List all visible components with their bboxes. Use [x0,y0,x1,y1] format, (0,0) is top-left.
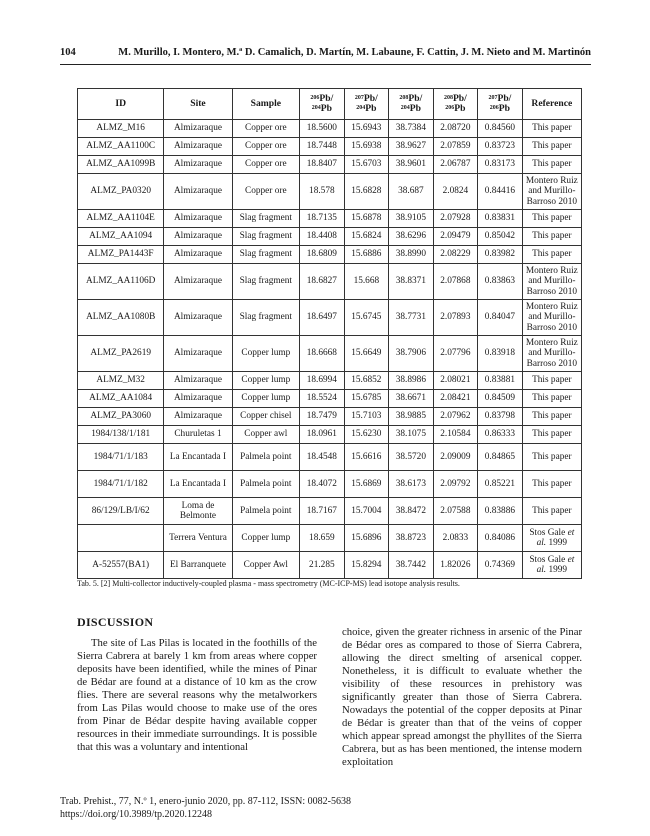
cell-r5: 0.85221 [478,471,523,498]
cell-r5: 0.84086 [478,525,523,552]
cell-r2: 15.6616 [344,444,389,471]
cell-sample: Palmela point [232,498,300,525]
cell-sample: Palmela point [232,471,300,498]
cell-r4: 2.10584 [433,426,478,444]
cell-r5: 0.83798 [478,408,523,426]
cell-r1: 21.285 [300,552,345,579]
col-header-ratio-3: $^{208}$Pb/ $^{204}$Pb [389,89,434,120]
table-row [78,120,582,138]
table-body [78,120,582,579]
discussion-right-column: choice, given the greater richness in arsenic of the Pinar de Bédar ores as compared to those of Sierra Cabrera, allowing the direct smelting of arsenical copper. Nonetheless, it is difficult to evaluate whether the visibility of these resources in prehistory was significantly greater than those of Sierra Cabrera. Nowadays the potential of the copper deposits at Pinar de Bédar is greater than that of the veins of copper which appear spread amongst the phyllites of the Sierra Cabrera, but as has been mentioned, the intense modern exploitation [342,626,582,768]
cell-r3: 38.9885 [389,408,434,426]
cell-site: Almizaraque [164,300,232,336]
cell-r3: 38.6671 [389,390,434,408]
cell-r5: 0.84509 [478,390,523,408]
cell-ref: This paper [522,498,581,525]
cell-r1: 18.578 [300,174,345,210]
cell-id: ALMZ_M16 [78,120,164,138]
cell-r2: 15.6230 [344,426,389,444]
cell-r1: 18.6994 [300,372,345,390]
cell-sample: Copper ore [232,120,300,138]
page-number: 104 [60,47,76,58]
cell-r2: 15.6943 [344,120,389,138]
cell-ref: Montero Ruiz and Murillo-Barroso 2010 [522,336,581,372]
cell-r2: 15.6938 [344,138,389,156]
cell-site: Terrera Ventura [164,525,232,552]
cell-ref: This paper [522,228,581,246]
cell-site: Almizaraque [164,372,232,390]
cell-r1: 18.659 [300,525,345,552]
table-row [78,471,582,498]
cell-r1: 18.8407 [300,156,345,174]
cell-r4: 2.07796 [433,336,478,372]
cell-site: Almizaraque [164,336,232,372]
cell-r4: 2.07893 [433,300,478,336]
section-title: DISCUSSION [77,615,154,629]
table-row [78,156,582,174]
cell-r4: 2.07859 [433,138,478,156]
cell-r4: 2.0824 [433,174,478,210]
cell-r3: 38.7442 [389,552,434,579]
cell-r4: 2.09479 [433,228,478,246]
cell-r3: 38.9627 [389,138,434,156]
cell-r4: 2.07868 [433,264,478,300]
col-header-site: Site [164,89,232,120]
cell-sample: Slag fragment [232,300,300,336]
cell-site: Almizaraque [164,246,232,264]
table-row [78,525,582,552]
cell-id: ALMZ_AA1104E [78,210,164,228]
table-row [78,174,582,210]
cell-r4: 2.07962 [433,408,478,426]
cell-sample: Copper Awl [232,552,300,579]
table-row [78,300,582,336]
cell-sample: Copper ore [232,138,300,156]
cell-r1: 18.7479 [300,408,345,426]
lead-isotope-table [77,88,582,579]
cell-site: El Barranquete [164,552,232,579]
cell-r5: 0.83886 [478,498,523,525]
cell-site: Almizaraque [164,156,232,174]
cell-sample: Slag fragment [232,210,300,228]
cell-r1: 18.4408 [300,228,345,246]
cell-r1: 18.7135 [300,210,345,228]
cell-id [78,525,164,552]
table-row [78,426,582,444]
table-row [78,552,582,579]
cell-ref: This paper [522,390,581,408]
cell-r2: 15.6896 [344,525,389,552]
table-row [78,264,582,300]
cell-site: Almizaraque [164,228,232,246]
cell-r4: 2.08021 [433,372,478,390]
cell-id: 86/129/LB/I/62 [78,498,164,525]
cell-sample: Slag fragment [232,246,300,264]
cell-r4: 2.08229 [433,246,478,264]
cell-r3: 38.8472 [389,498,434,525]
cell-ref: Montero Ruiz and Murillo-Barroso 2010 [522,174,581,210]
cell-r5: 0.83173 [478,156,523,174]
cell-sample: Palmela point [232,444,300,471]
cell-r2: 15.6852 [344,372,389,390]
col-header-id: ID [78,89,164,120]
table-caption: Tab. 5. [2] Multi-collector inductively-coupled plasma - mass spectrometry (MC-ICP-MS) lead isotope analysis results. [77,579,460,588]
cell-id: 1984/138/1/181 [78,426,164,444]
cell-ref: This paper [522,471,581,498]
cell-r1: 18.7448 [300,138,345,156]
cell-r3: 38.6296 [389,228,434,246]
cell-site: Almizaraque [164,408,232,426]
cell-r1: 18.6809 [300,246,345,264]
cell-site: Almizaraque [164,138,232,156]
cell-r2: 15.6886 [344,246,389,264]
cell-r3: 38.9601 [389,156,434,174]
col-header-ratio-1: $^{206}$Pb/ $^{204}$Pb [300,89,345,120]
cell-r4: 2.0833 [433,525,478,552]
col-header-ratio-4: $^{208}$Pb/ $^{206}$Pb [433,89,478,120]
cell-id: ALMZ_M32 [78,372,164,390]
cell-ref: This paper [522,210,581,228]
cell-r3: 38.6173 [389,471,434,498]
cell-r2: 15.668 [344,264,389,300]
cell-r3: 38.687 [389,174,434,210]
cell-r3: 38.8990 [389,246,434,264]
cell-id: ALMZ_PA3060 [78,408,164,426]
cell-r4: 2.08421 [433,390,478,408]
cell-id: ALMZ_AA1084 [78,390,164,408]
cell-r3: 38.8986 [389,372,434,390]
cell-sample: Slag fragment [232,264,300,300]
page-footer [60,795,351,821]
cell-ref: Stos Gale et al. 1999 [522,525,581,552]
cell-id: 1984/71/1/182 [78,471,164,498]
cell-ref: This paper [522,426,581,444]
cell-r5: 0.84047 [478,300,523,336]
cell-r5: 0.74369 [478,552,523,579]
cell-r4: 2.08720 [433,120,478,138]
cell-site: Churuletas 1 [164,426,232,444]
cell-ref: This paper [522,138,581,156]
table-row [78,228,582,246]
cell-r3: 38.7906 [389,336,434,372]
cell-r5: 0.84416 [478,174,523,210]
cell-ref: Montero Ruiz and Murillo-Barroso 2010 [522,300,581,336]
cell-ref: This paper [522,444,581,471]
cell-r5: 0.83881 [478,372,523,390]
cell-r3: 38.7731 [389,300,434,336]
cell-id: ALMZ_AA1106D [78,264,164,300]
cell-r4: 2.07928 [433,210,478,228]
cell-site: Almizaraque [164,390,232,408]
cell-r2: 15.8294 [344,552,389,579]
cell-ref: This paper [522,120,581,138]
table-row [78,372,582,390]
cell-id: ALMZ_PA2619 [78,336,164,372]
cell-r1: 18.7167 [300,498,345,525]
cell-ref: This paper [522,408,581,426]
cell-r3: 38.8723 [389,525,434,552]
footer-journal: Trab. Prehist., 77, N.º 1, enero-junio 2020, pp. 87-112, ISSN: 0082-5638 [60,796,351,807]
header-authors: M. Murillo, I. Montero, M.ª D. Camalich, D. Martín, M. Labaune, F. Cattin, J. M. Nieto and M. Martinón [118,47,591,58]
cell-r3: 38.9105 [389,210,434,228]
col-header-sample: Sample [232,89,300,120]
cell-r1: 18.6827 [300,264,345,300]
cell-ref: Montero Ruiz and Murillo-Barroso 2010 [522,264,581,300]
cell-r1: 18.0961 [300,426,345,444]
cell-r5: 0.84865 [478,444,523,471]
cell-sample: Copper ore [232,174,300,210]
cell-site: Almizaraque [164,174,232,210]
cell-sample: Copper chisel [232,408,300,426]
cell-r2: 15.6828 [344,174,389,210]
cell-r5: 0.83863 [478,264,523,300]
cell-r1: 18.6668 [300,336,345,372]
table-row [78,138,582,156]
cell-r3: 38.7384 [389,120,434,138]
cell-r4: 1.82026 [433,552,478,579]
cell-r2: 15.7004 [344,498,389,525]
cell-r2: 15.6869 [344,471,389,498]
table-row [78,498,582,525]
cell-ref: This paper [522,372,581,390]
cell-r1: 18.6497 [300,300,345,336]
cell-sample: Copper lump [232,525,300,552]
cell-ref: This paper [522,246,581,264]
cell-r5: 0.85042 [478,228,523,246]
cell-r5: 0.83831 [478,210,523,228]
cell-r2: 15.7103 [344,408,389,426]
cell-r5: 0.84560 [478,120,523,138]
cell-r1: 18.5600 [300,120,345,138]
cell-r4: 2.09009 [433,444,478,471]
cell-r4: 2.07588 [433,498,478,525]
cell-site: La Encantada I [164,471,232,498]
cell-r2: 15.6824 [344,228,389,246]
col-header-ratio-5: $^{207}$Pb/ $^{206}$Pb [478,89,523,120]
cell-sample: Copper ore [232,156,300,174]
cell-r2: 15.6703 [344,156,389,174]
table-row [78,246,582,264]
table-row [78,336,582,372]
cell-r5: 0.83982 [478,246,523,264]
cell-site: Almizaraque [164,264,232,300]
cell-r2: 15.6649 [344,336,389,372]
cell-site: Loma de Belmonte [164,498,232,525]
cell-r2: 15.6878 [344,210,389,228]
table-header-row [78,89,582,120]
footer-doi: https://doi.org/10.3989/tp.2020.12248 [60,809,213,820]
table-row [78,408,582,426]
table-row [78,390,582,408]
cell-sample: Slag fragment [232,228,300,246]
cell-site: La Encantada I [164,444,232,471]
cell-r2: 15.6785 [344,390,389,408]
cell-id: 1984/71/1/183 [78,444,164,471]
cell-r5: 0.83918 [478,336,523,372]
cell-r1: 18.4548 [300,444,345,471]
cell-id: A-52557(BA1) [78,552,164,579]
cell-id: ALMZ_PA0320 [78,174,164,210]
header-rule [60,64,591,65]
cell-sample: Copper lump [232,336,300,372]
cell-r4: 2.06787 [433,156,478,174]
cell-r1: 18.5524 [300,390,345,408]
table-row [78,444,582,471]
cell-id: ALMZ_AA1100C [78,138,164,156]
cell-r1: 18.4072 [300,471,345,498]
cell-site: Almizaraque [164,210,232,228]
cell-site: Almizaraque [164,120,232,138]
cell-id: ALMZ_PA1443F [78,246,164,264]
cell-id: ALMZ_AA1080B [78,300,164,336]
discussion-left-column: The site of Las Pilas is located in the foothills of the Sierra Cabrera at barely 1 km from areas where copper deposits have been identified, while the mines of Pinar de Bédar are found at a distance of 10 km as the crow flies. There are several reasons why the metalworkers from Las Pilas would choose to make use of the ores from Pinar de Bédar despite having available copper resources in their immediate surroundings. It is possible that this was a voluntary and intentional [77,637,317,753]
cell-r5: 0.83723 [478,138,523,156]
col-header-ratio-2: $^{207}$Pb/ $^{204}$Pb [344,89,389,120]
cell-sample: Copper lump [232,372,300,390]
col-header-reference: Reference [522,89,581,120]
cell-id: ALMZ_AA1099B [78,156,164,174]
cell-r3: 38.1075 [389,426,434,444]
cell-r4: 2.09792 [433,471,478,498]
cell-r3: 38.5720 [389,444,434,471]
cell-sample: Copper awl [232,426,300,444]
table-row [78,210,582,228]
cell-r5: 0.86333 [478,426,523,444]
cell-ref: Stos Gale et al. 1999 [522,552,581,579]
cell-id: ALMZ_AA1094 [78,228,164,246]
cell-ref: This paper [522,156,581,174]
cell-r3: 38.8371 [389,264,434,300]
cell-sample: Copper lump [232,390,300,408]
cell-r2: 15.6745 [344,300,389,336]
